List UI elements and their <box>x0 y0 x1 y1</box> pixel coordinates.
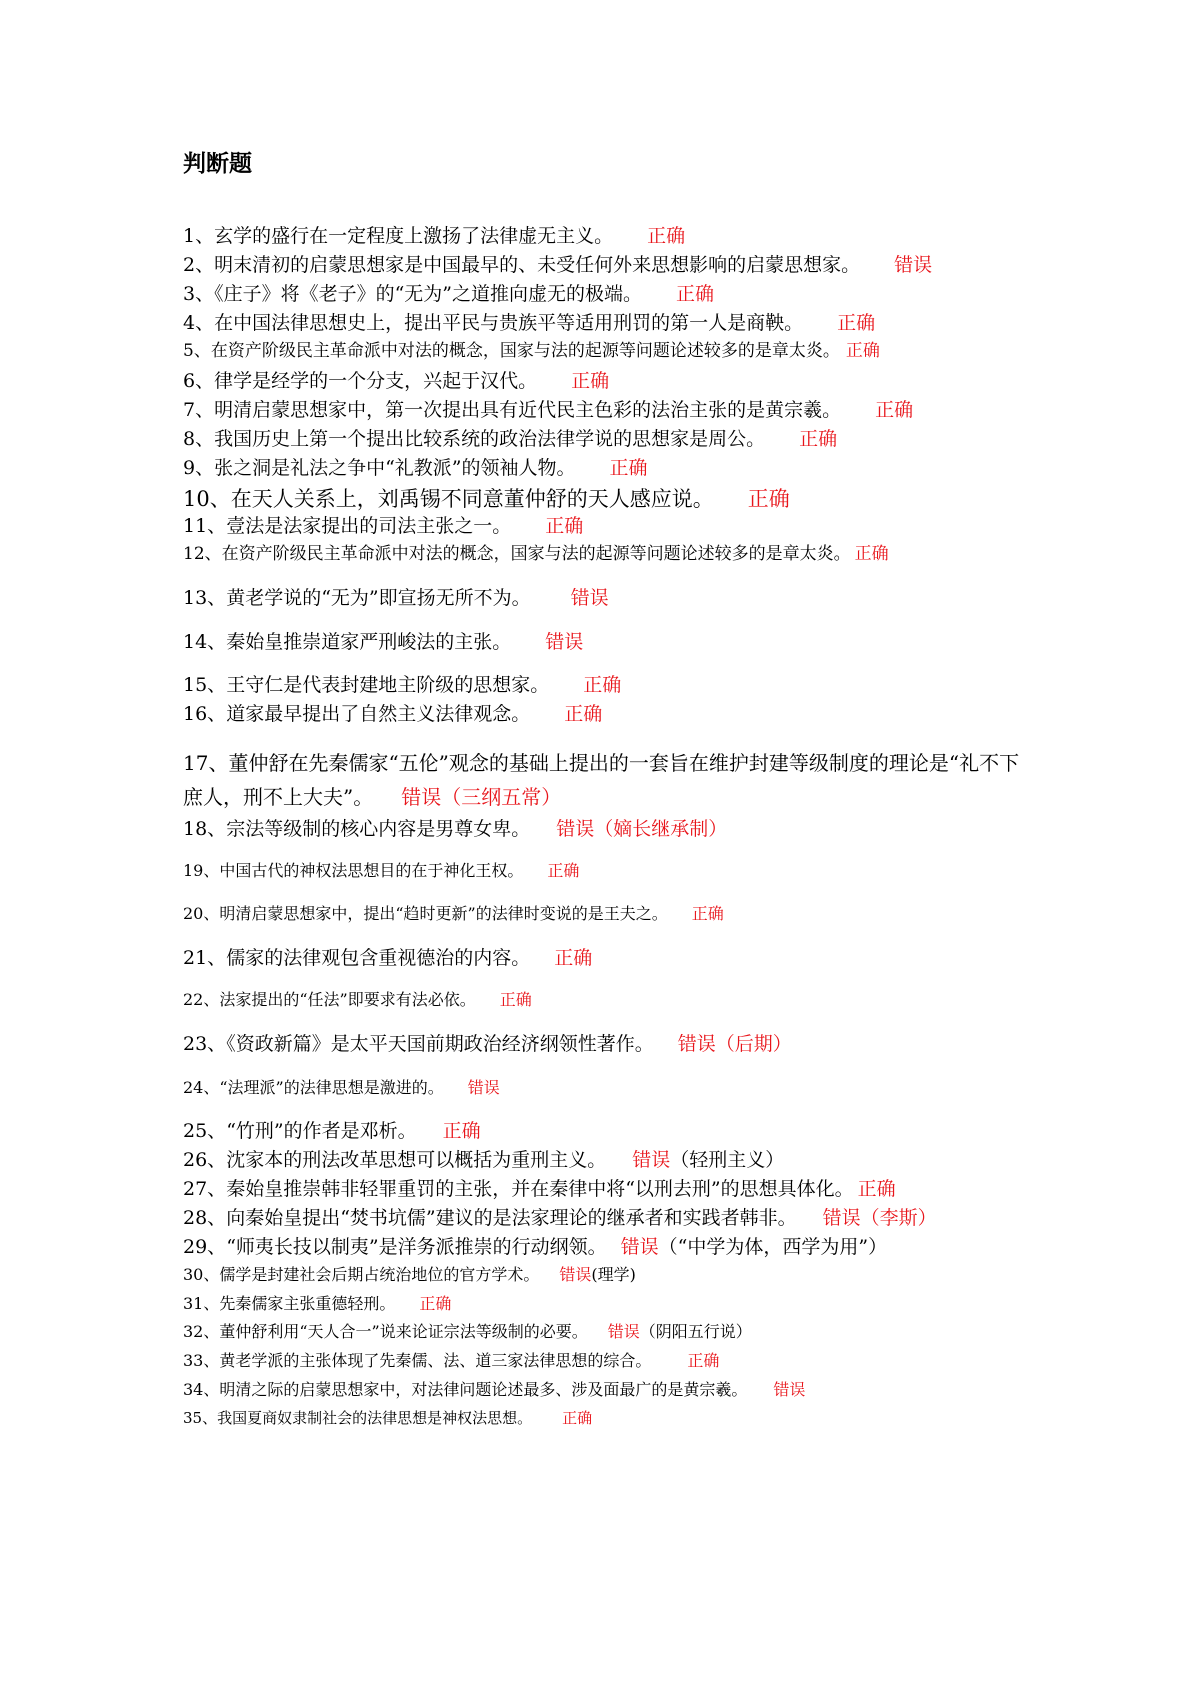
answer-label: 错误 <box>570 587 609 609</box>
page-title: 判断题 <box>183 151 252 177</box>
question-text: 律学是经学的一个分支，兴起于汉代。 <box>214 370 538 392</box>
answer-note: （轻刑主义） <box>670 1149 785 1171</box>
question-number: 2、 <box>183 254 215 276</box>
answer-label: 正确 <box>562 1409 593 1427</box>
question-number: 12、 <box>183 544 222 564</box>
question-number: 35、 <box>183 1409 218 1427</box>
question-number: 4、 <box>183 312 215 334</box>
answer-label: 正确 <box>564 703 603 725</box>
answer-label: 正确 <box>857 1178 896 1200</box>
question-item <box>183 1265 636 1285</box>
question-number: 22、 <box>183 990 220 1009</box>
answer-label: 错误（嫡长继承制） <box>556 818 728 840</box>
question-item <box>183 486 790 512</box>
question-text: 在天人关系上，刘禹锡不同意董仲舒的天人感应说。 <box>230 487 714 511</box>
question-text: 秦始皇推崇韩非轻罪重罚的主张，并在秦律中将“以刑去刑”的思想具体化。 <box>226 1178 854 1200</box>
question-number: 14、 <box>183 631 227 653</box>
question-text: 董仲舒在先秦儒家“五伦”观念的基础上提出的一套旨在维护封建等级制度的理论是“礼不下庶人，刑不上大夫”。 <box>183 751 1020 809</box>
question-number: 17、 <box>183 751 229 775</box>
question-number: 30、 <box>183 1265 220 1284</box>
question-item <box>183 1409 592 1428</box>
answer-label: 正确 <box>799 428 838 450</box>
answer-label: 错误 <box>545 631 584 653</box>
question-item <box>183 544 889 565</box>
question-item <box>183 283 714 307</box>
question-item <box>183 703 602 727</box>
question-text: 明清启蒙思想家中，提出“趋时更新”的法律时变说的是王夫之。 <box>219 904 668 923</box>
question-number: 15、 <box>183 674 227 696</box>
question-number: 29、 <box>183 1236 227 1258</box>
question-item <box>183 990 532 1010</box>
question-text: 壹法是法家提出的司法主张之一。 <box>226 515 512 537</box>
answer-label: 错误（后期） <box>677 1033 792 1055</box>
question-item <box>183 746 1023 814</box>
question-item <box>183 312 875 336</box>
question-number: 8、 <box>183 428 215 450</box>
question-item <box>183 341 880 362</box>
answer-label: 错误 <box>620 1236 659 1258</box>
answer-label: 正确 <box>837 312 876 334</box>
answer-label: 正确 <box>854 544 889 564</box>
question-text: 秦始皇推崇道家严刑峻法的主张。 <box>226 631 512 653</box>
question-item <box>183 370 609 394</box>
question-number: 6、 <box>183 370 215 392</box>
question-number: 27、 <box>183 1178 227 1200</box>
answer-label: 正确 <box>545 515 584 537</box>
question-number: 7、 <box>183 399 215 421</box>
question-number: 24、 <box>183 1078 220 1097</box>
answer-label: 错误 <box>607 1322 640 1341</box>
answer-label: 正确 <box>554 947 593 969</box>
question-number: 20、 <box>183 904 220 923</box>
question-text: 儒学是封建社会后期占统治地位的官方学术。 <box>219 1265 540 1284</box>
answer-label: 正确 <box>499 990 532 1009</box>
question-item <box>183 1033 792 1057</box>
question-text: 沈家本的刑法改革思想可以概括为重刑主义。 <box>226 1149 607 1171</box>
question-number: 34、 <box>183 1380 220 1399</box>
question-item <box>183 861 579 881</box>
answer-label: 正确 <box>676 283 715 305</box>
question-number: 10、 <box>183 487 231 511</box>
question-number: 25、 <box>183 1120 227 1142</box>
question-number: 19、 <box>183 861 220 880</box>
answer-label: 正确 <box>583 674 622 696</box>
question-text: 在资产阶级民主革命派中对法的概念，国家与法的起源等问题论述较多的是章太炎。 <box>221 544 851 564</box>
question-text: 在中国法律思想史上，提出平民与贵族平等适用刑罚的第一人是商鞅。 <box>214 312 804 334</box>
question-item <box>183 515 583 539</box>
question-number: 18、 <box>183 818 227 840</box>
question-item <box>183 1380 805 1400</box>
question-text: 《资政新篇》是太平天国前期政治经济纲领性著作。 <box>226 1033 654 1055</box>
question-text: 董仲舒利用“天人合一”说来论证宗法等级制的必要。 <box>219 1322 588 1341</box>
question-item <box>183 1078 500 1098</box>
question-text: 黄老学派的主张体现了先秦儒、法、道三家法律思想的综合。 <box>219 1351 652 1370</box>
answer-label: 正确 <box>747 487 790 511</box>
question-number: 26、 <box>183 1149 227 1171</box>
question-text: 黄老学说的“无为”即宣扬无所不为。 <box>226 587 531 609</box>
question-text: 道家最早提出了自然主义法律观念。 <box>226 703 531 725</box>
question-number: 23、 <box>183 1033 227 1055</box>
answer-label: 正确 <box>609 457 648 479</box>
question-item <box>183 631 583 655</box>
question-item <box>183 904 724 924</box>
answer-label: 正确 <box>442 1120 481 1142</box>
question-number: 33、 <box>183 1351 220 1370</box>
answer-label: 错误 <box>467 1078 500 1097</box>
answer-label: 错误（三纲五常） <box>401 785 562 809</box>
question-text: 儒家的法律观包含重视德治的内容。 <box>226 947 531 969</box>
answer-label: 错误（李斯） <box>822 1207 937 1229</box>
question-text: 向秦始皇提出“焚书坑儒”建议的是法家理论的继承者和实践者韩非。 <box>226 1207 797 1229</box>
question-item <box>183 587 609 611</box>
question-item <box>183 947 592 971</box>
question-number: 16、 <box>183 703 227 725</box>
answer-label: 正确 <box>875 399 914 421</box>
question-text: 中国古代的神权法思想目的在于神化王权。 <box>219 861 524 880</box>
question-text: 明清启蒙思想家中，第一次提出具有近代民主色彩的法治主张的是黄宗羲。 <box>214 399 842 421</box>
answer-note: （阴阳五行说） <box>639 1322 752 1341</box>
question-item <box>183 1322 752 1342</box>
question-item <box>183 674 621 698</box>
question-item <box>183 1294 451 1314</box>
question-item <box>183 428 837 452</box>
question-text: 我国历史上第一个提出比较系统的政治法律学说的思想家是周公。 <box>214 428 766 450</box>
question-item <box>183 457 648 481</box>
question-item <box>183 1149 784 1173</box>
question-text: 先秦儒家主张重德轻刑。 <box>219 1294 396 1313</box>
question-text: 张之洞是礼法之争中“礼教派”的领袖人物。 <box>214 457 576 479</box>
question-number: 9、 <box>183 457 215 479</box>
question-text: 玄学的盛行在一定程度上激扬了法律虚无主义。 <box>214 225 614 247</box>
question-number: 3、 <box>183 283 215 305</box>
answer-label: 错误 <box>894 254 933 276</box>
question-item <box>183 1236 887 1260</box>
answer-note: （“中学为体，西学为用”） <box>658 1236 888 1258</box>
question-number: 13、 <box>183 587 227 609</box>
question-number: 5、 <box>183 341 211 361</box>
answer-label: 正确 <box>419 1294 452 1313</box>
answer-label: 正确 <box>691 904 724 923</box>
answer-label: 正确 <box>547 861 580 880</box>
question-item <box>183 225 685 249</box>
question-item <box>183 1120 481 1144</box>
question-item <box>183 1178 896 1202</box>
question-item <box>183 1351 719 1371</box>
answer-note: (理学) <box>591 1265 636 1284</box>
question-number: 32、 <box>183 1322 220 1341</box>
question-number: 11、 <box>183 515 227 537</box>
question-number: 28、 <box>183 1207 227 1229</box>
question-text: 在资产阶级民主革命派中对法的概念，国家与法的起源等问题论述较多的是章太炎。 <box>210 341 840 361</box>
question-item <box>183 818 727 842</box>
question-text: 我国夏商奴隶制社会的法律思想是神权法思想。 <box>217 1409 533 1427</box>
question-text: 明清之际的启蒙思想家中，对法律问题论述最多、涉及面最广的是黄宗羲。 <box>219 1380 748 1399</box>
question-text: “师夷长技以制夷”是洋务派推崇的行动纲领。 <box>226 1236 607 1258</box>
question-item <box>183 1207 937 1231</box>
answer-label: 正确 <box>687 1351 720 1370</box>
question-text: “法理派”的法律思想是激进的。 <box>219 1078 444 1097</box>
question-text: 法家提出的“任法”即要求有法必依。 <box>219 990 476 1009</box>
question-number: 1、 <box>183 225 215 247</box>
answer-label: 正确 <box>647 225 686 247</box>
answer-label: 错误 <box>773 1380 806 1399</box>
question-item <box>183 254 932 278</box>
question-text: 《庄子》将《老子》的“无为”之道推向虚无的极端。 <box>214 283 643 305</box>
question-text: “竹刑”的作者是邓析。 <box>226 1120 417 1142</box>
answer-label: 错误 <box>632 1149 671 1171</box>
question-text: 王守仁是代表封建地主阶级的思想家。 <box>226 674 550 696</box>
question-text: 明末清初的启蒙思想家是中国最早的、未受任何外来思想影响的启蒙思想家。 <box>214 254 861 276</box>
question-item <box>183 399 913 423</box>
answer-label: 正确 <box>845 341 880 361</box>
question-number: 31、 <box>183 1294 220 1313</box>
answer-label: 错误 <box>559 1265 592 1284</box>
question-number: 21、 <box>183 947 227 969</box>
question-text: 宗法等级制的核心内容是男尊女卑。 <box>226 818 531 840</box>
answer-label: 正确 <box>571 370 610 392</box>
